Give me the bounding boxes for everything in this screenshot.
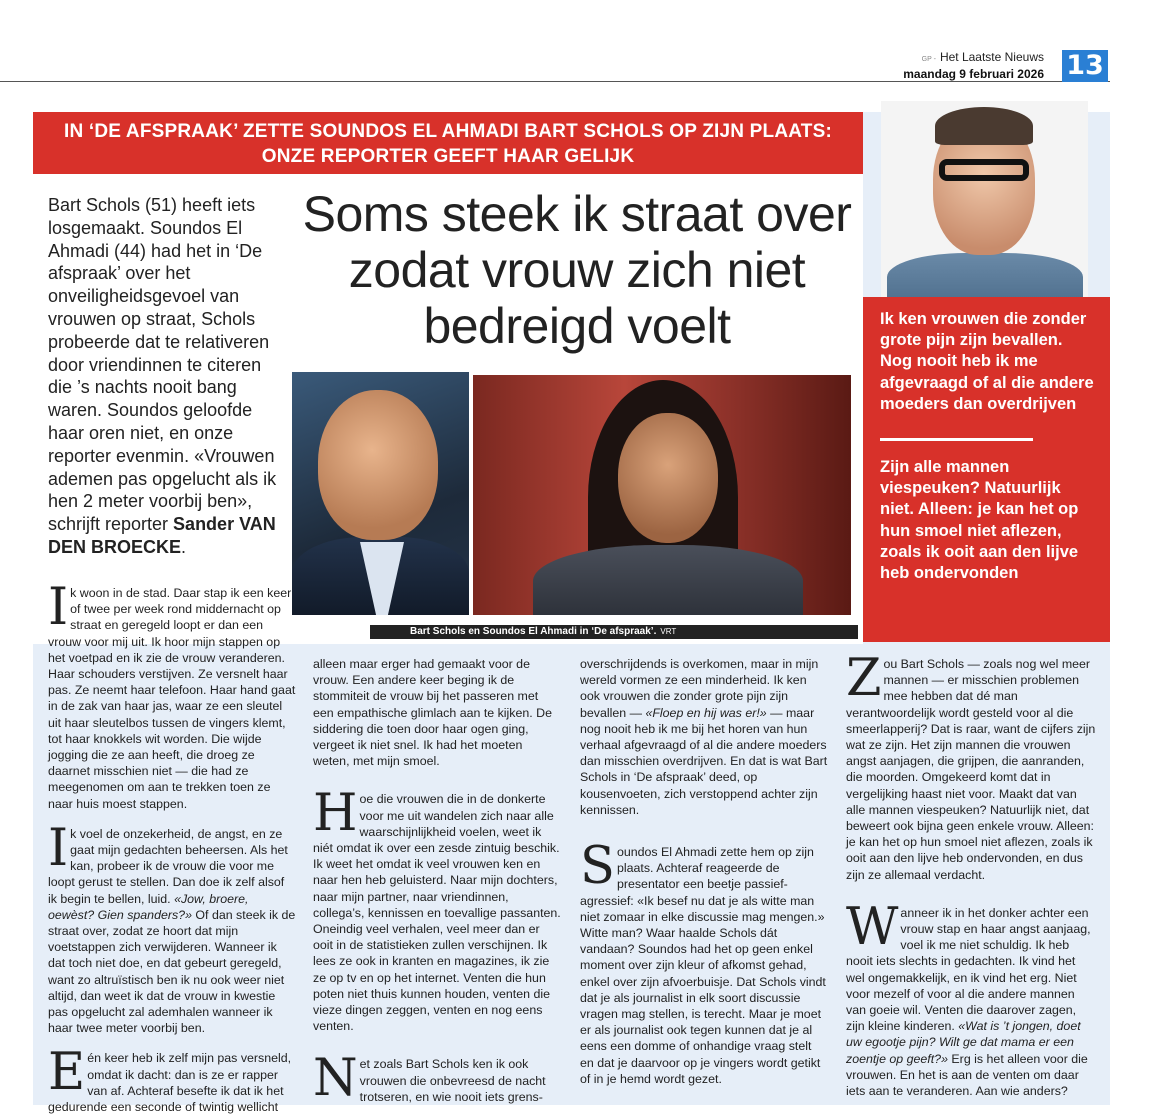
portrait-hair-shape — [935, 107, 1033, 145]
author-name: Sander VAN DEN BROECKE — [48, 514, 276, 557]
edition-code: GP - — [921, 56, 936, 63]
body-column-4 — [846, 649, 1096, 1113]
intro-text: Bart Schols (51) heeft iets losgemaakt. Soundos El Ahmadi (44) had het in ‘De afspraak’ over het onveiligheidsgevoel van vrouwen op straat, Schols probeerde dat te relativeren door vriendinnen te citeren die ’s nachts nooit bang waren. Soundos geloofde haar oren niet, en onze reporter evenmin. «Vrouwen ademen pas opgelucht als ik hen 2 meter voorbij ben», schrijft reporter — [48, 195, 277, 535]
caption-text: Bart Schols en Soundos El Ahmadi in ‘De afspraak’. — [410, 626, 657, 637]
paragraph-text: et zoals Bart Schols ken ik ook vrouwen die onbevreesd de nacht trotseren, en wie nooit iets grens- — [359, 1057, 546, 1104]
masthead — [903, 48, 1044, 81]
body-column-1 — [48, 578, 296, 1117]
paragraph — [313, 656, 561, 769]
paragraph-text: oundos El Ahmadi zette hem op zijn plaats. Achteraf reageerde de presentator een beetje passief-agressief: «Ik besef nu dat je als witte man niet zomaar in elke discussie mag mengen.» Witte man? Waar haalde Schols dát vandaan? Soundos had het op geen enkel moment over zijn kleur of afkomst gehad, enkel over zijn afvoerbuisje. Dat Schols vindt dat je als journalist in elk soort discussie vragen mag stellen, is terecht. Maar je moet er als journalist ook tegen kunnen dat je al eens een domme of onhandige vraag stelt en dat je daarvoor op je vingers wordt getikt of in je hemd wordt gezet. — [580, 845, 826, 1086]
paragraph-text: ou Bart Schols — zoals nog wel meer mannen — er misschien problemen mee hebben dat dé man verantwoordelijk wordt gesteld voor al die smeerlapperij? Dat is raar, want de cijfers zijn wat ze zijn. Het zijn mannen die vrouwen angst aanjagen, die grijpen, die aanranden, die moorden. Omgekeerd komt dat in vergelijking haast niet voor. Maakt dat van alle mannen viespeuken? Natuurlijk niet, dat beweert ook bijna geen enkele vrouw. Alleen: je kan het op hun smoel niet aflezen, zoals ik ooit aan den lijve heb ondervonden, en dus zijn ze allemaal verdacht. — [846, 657, 1096, 882]
drop-cap: S — [580, 837, 615, 897]
paragraph-text: overschrijdends is overkomen, maar in mijn wereld vormen ze een minderheid. Ik ken ook vrouwen die zonder grote pijn zijn bevallen — — [580, 657, 819, 720]
paragraph-text: Of dan steek ik de straat over, zodat ze hoort dat mijn voetstappen zich verwijderen. Wanneer ik dat toch niet doe, en dat gebeurt geregeld, want zo altruïstisch ben ik nu ook weer niet altijd, dan weet ik dat de vrouw in kwestie pas opgelucht zal ademhalen wanneer ik haar twee meter voorbij ben. — [48, 907, 296, 1036]
paragraph-text: én keer heb ik zelf mijn pas versneld, omdat ik dacht: dan is ze er rapper van af. Achteraf besefte ik dat ik het gedurende een seconde of twintig wellicht — [48, 1051, 292, 1115]
photo-bart-schols — [292, 372, 469, 615]
paragraph-italic: «Jow, broere, oewèst? Gien spanders?» — [48, 891, 249, 922]
drop-cap: N — [313, 1049, 358, 1109]
paragraph — [48, 818, 296, 1037]
paragraph-text: k woon in de stad. Daar stap ik een keer of twee per week rond middernacht op straat en geregeld loopt er dan een vrouw voor mij uit. Ik hoor mijn stappen op het voetpad en ik zie de vrouw veranderen. Haar schouders verstijven. Ze versnelt haar pas. Ze neemt haar telefoon. Haar hand gaat in de zak van haar jas, waar ze een sleutel uit haar sleutelbos tussen de vingers klemt, tot haar knokkels wit worden. Die wijde jogging die ze aan heeft, die droeg ze daarnet misschien niet — die had ze meegenomen om aan te trekken toen ze naar huis moest stappen. — [48, 586, 296, 811]
paragraph-text: k voel de onzekerheid, de angst, en ze gaat mijn gedachten beheersen. Als het kan, probeer ik de vrouw die voor me loopt gerust te stellen. Dan doe ik zelf alsof ik begin te bellen, luid. — [48, 826, 288, 906]
photo-face-shape — [618, 413, 718, 543]
kicker-line-2: ONZE REPORTER GEEFT HAAR GELIJK — [261, 146, 635, 167]
drop-cap: H — [313, 784, 358, 844]
pull-quote-1: Ik ken vrouwen die zonder grote pijn zijn bevallen. Nog nooit heb ik me afgevraagd of al die andere moeders dan overdrijven — [880, 310, 1094, 413]
photo-face-shape — [318, 390, 438, 540]
photo-credit: VRT — [660, 627, 677, 636]
paragraph — [580, 837, 828, 1087]
drop-cap: E — [48, 1043, 86, 1103]
kicker-banner — [33, 112, 863, 174]
headline: Soms steek ik straat over zodat vrouw zich niet bedreigd voelt — [302, 186, 852, 354]
paragraph-italic: «Floep en hij was er!» — [645, 705, 767, 720]
paragraph — [846, 649, 1096, 883]
reporter-portrait — [881, 101, 1088, 297]
page-number: 13 — [1062, 50, 1108, 82]
paragraph — [313, 784, 561, 1034]
paragraph — [48, 1043, 296, 1115]
intro-paragraph — [48, 194, 288, 559]
paragraph-text: anneer ik in het donker achter een vrouw stap en haar angst aanjaag, voel ik me niet schuldig. Ik heb nooit iets slechts in gedachten. Ik vind het wel ongemakkelijk, en ik vind het erg. Niet voor mezelf of voor al die andere mannen van goeie wil. Venten die daarover zagen, zijn kleine kinderen. — [846, 905, 1091, 1034]
newspaper-name: Het Laatste Nieuws — [939, 50, 1044, 64]
paragraph-italic: «Wat is ’t jongen, doet uw egootje pijn? Wilt ge dat mama er een zoentje op geeft?» — [846, 1019, 1081, 1066]
paragraph-text: alleen maar erger had gemaakt voor de vrouw. Een andere keer beging ik de stommiteit de vrouw bij het passeren met een empathische glimlach aan te kijken. De siddering die toen door haar ogen ging, vergeet ik niet snel. Ik had het moeten weten, met mijn smoel. — [313, 657, 552, 769]
quote-divider — [880, 438, 1033, 441]
kicker-line-1: IN ‘DE AFSPRAAK’ ZETTE SOUNDOS EL AHMADI BART SCHOLS OP ZIJN PLAATS: — [63, 121, 832, 142]
paragraph — [580, 656, 828, 818]
drop-cap: Z — [846, 649, 882, 708]
drop-cap: I — [48, 578, 69, 637]
pull-quote-box — [863, 297, 1110, 642]
issue-date: maandag 9 februari 2026 — [903, 67, 1044, 81]
paragraph — [846, 897, 1096, 1099]
drop-cap: W — [846, 897, 899, 957]
body-column-2 — [313, 656, 561, 1117]
portrait-glasses-shape — [939, 159, 1029, 181]
photo-jacket-shape — [533, 545, 803, 615]
photo-caption — [370, 625, 858, 639]
paragraph — [48, 578, 296, 812]
paragraph-text: Erg is het alleen voor die vrouwen. En het is aan de venten om daar iets aan te veranderen. Aan wie anders? — [846, 1051, 1088, 1099]
intro-end: . — [181, 536, 187, 557]
body-column-3 — [580, 656, 828, 1101]
paragraph-text: — maar nog nooit heb ik me bij het horen van hun verhaal afgevraagd of al die andere moeders dan misschien overdrijven. En dat is wat Bart Schols in ‘De afspraak’ deed, op kousenvoeten, zich verstoppend achter zijn kennissen. — [580, 705, 828, 817]
page-header — [0, 48, 1110, 82]
portrait-shirt-shape — [887, 253, 1083, 297]
paragraph — [313, 1049, 561, 1109]
pull-quote-2: Zijn alle mannen viespeuken? Natuurlijk niet. Alleen: je kan het op hun smoel niet aflezen, zoals ik ooit aan den lijve heb ondervonden — [880, 458, 1079, 583]
paragraph-text: oe die vrouwen die in de donkerte voor me uit wandelen zich naar alle waarschijnlijkheid voelen, weet ik niét omdat ik over een zesde zintuig beschik. Ik weet het omdat ik veel vrouwen ken en naar hen heb geluisterd. Naar mijn dochters, naar mijn partner, naar vriendinnen, collega’s, kennissen en toevallige passanten. Oneindig veel verhalen, veel meer dan er ooit in de statistieken zullen verschijnen. Ik lees ze ook in kranten en magazines, ik zie ze op tv en op het internet. Venten die hun poten niet thuis kunnen houden, venten die vieze dingen zeggen, venten en nog eens venten. — [313, 792, 561, 1034]
photo-soundos-el-ahmadi — [473, 375, 851, 615]
drop-cap: I — [48, 818, 69, 878]
